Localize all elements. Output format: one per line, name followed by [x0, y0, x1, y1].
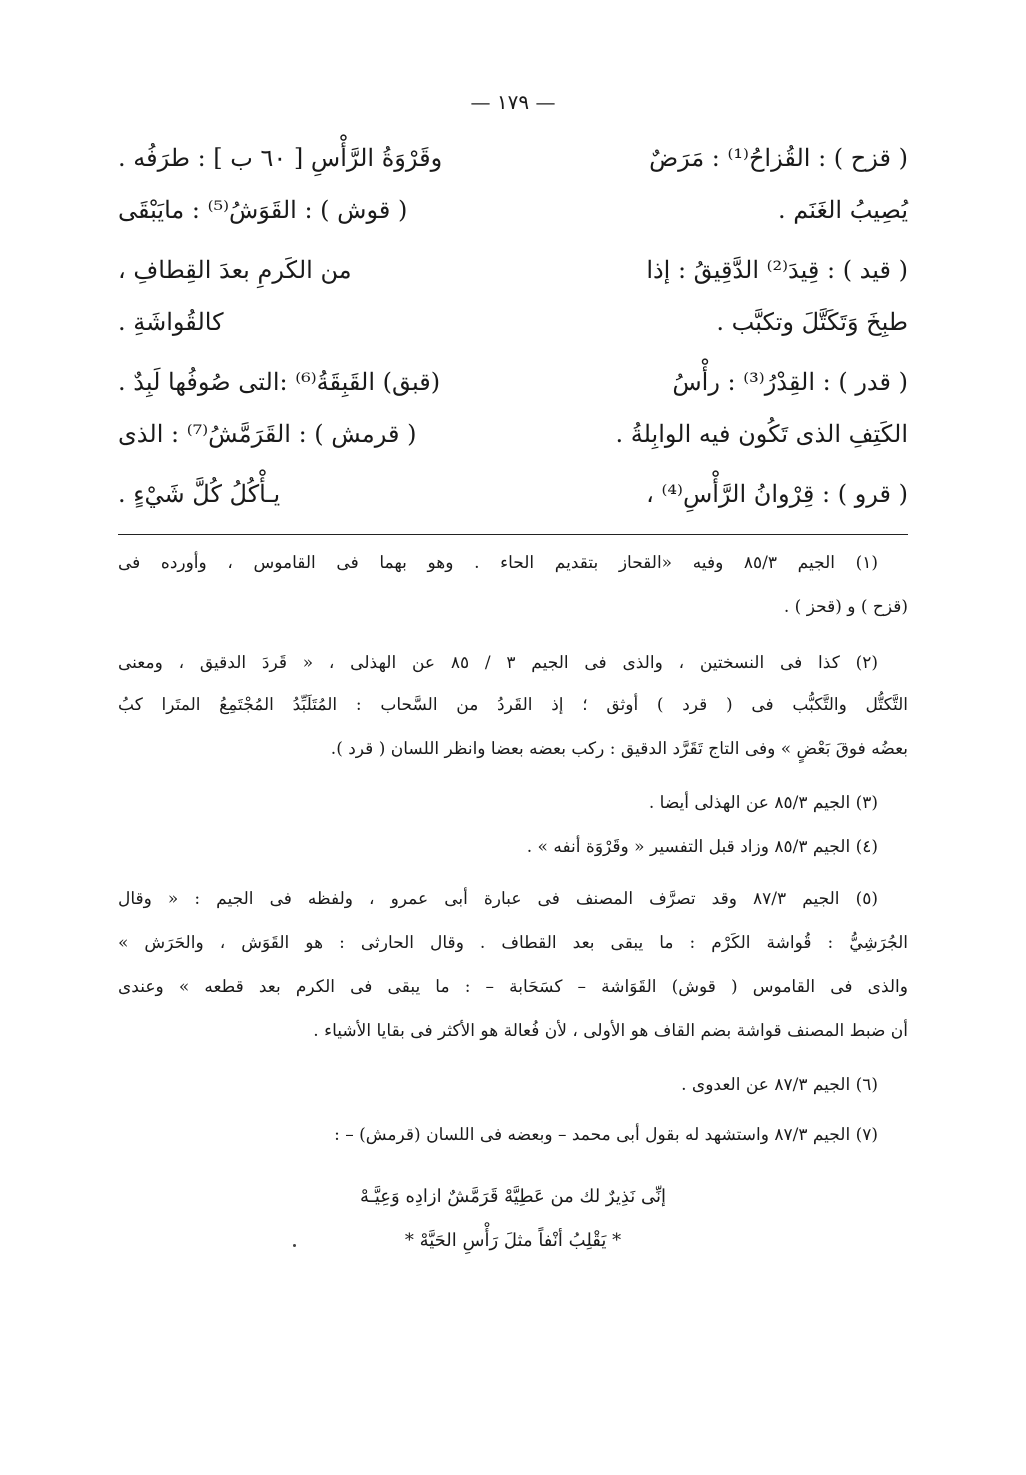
entry-line-2-right: يُصِيبُ الغَنَم .	[778, 196, 908, 224]
footnote-5-line-1: (٥) الجيم ٨٧/٣ وقد تصرَّف المصنف فى عبارة أبى عمرو ، ولفظه فى الجيم : « وقال	[118, 889, 878, 909]
entry-line-1-right: ( قزح ) : القُزاحُ⁽¹⁾ : مَرَضٌ	[649, 144, 908, 172]
entry-line-2	[118, 190, 908, 230]
stray-mark	[293, 1244, 296, 1247]
page-number: — ١٧٩ —	[470, 90, 556, 114]
footnote-1-line-1: (١) الجيم ٨٥/٣ وفيه «القحاز بتقديم الحاء . وهو بهما فى القاموس ، وأورده فى	[118, 553, 878, 573]
entry-line-1	[118, 138, 908, 178]
entry-line-6	[118, 414, 908, 454]
entry-line-5-left: (قبق) القَبِقَةُ⁽⁶⁾ :التى صُوفُها لَبِدٌ .	[118, 368, 441, 396]
footnote-6: (٦) الجيم ٨٧/٣ عن العدوى .	[681, 1075, 878, 1095]
footnote-5-line-2: الجُرَشِيُّ : قُواشة الكَرْم : ما يبقى بعد القطاف . وقال الحارثى : هو القَوَش ، والحَرَش »	[118, 933, 908, 953]
entry-line-5	[118, 362, 908, 402]
entry-line-1-left: وقَرْوَةُ الرَّأْسِ [ ٦٠ ب ] : طرَفُه .	[118, 144, 443, 172]
verse-line-2: * يَقْلِبُ أنْفاً مثلَ رَأْسِ الحَيَّهْ *	[404, 1230, 622, 1251]
entry-line-7	[118, 474, 908, 514]
footnote-1-line-2: (قزح ) و (قحز ) .	[783, 597, 908, 617]
entry-line-6-left: ( قرمش ) : القَرَمَّشُ⁽⁷⁾ : الذى	[118, 420, 417, 448]
footnote-2-line-2: التَّكتُّل والتَّكبُّب فى ( قرد ) أوثق ؛ إذ القَردُ من السَّحاب : المُتَلَبِّدُ المُجْتَمِعُ المتَرا كبُ	[118, 695, 908, 715]
footnote-5-line-4: أن ضبط المصنف قواشة بضم القاف هو الأولى ، لأن فُعالة هو الأكثر فى بقايا الأشياء .	[313, 1021, 908, 1041]
verse-line-1: إنِّى نَذِيرٌ لك من عَطِيَّهْ قَرَمَّشٌ ازادِه وَعِيَّـهْ	[359, 1186, 667, 1207]
entry-line-7-left: يـأْكُلُ كُلَّ شَيْءٍ .	[118, 480, 281, 508]
entry-line-5-right: ( قدر ) : القِدْرُ⁽³⁾ : رأْسُ	[672, 368, 908, 396]
entry-line-3	[118, 250, 908, 290]
entry-line-4	[118, 302, 908, 342]
footnote-7: (٧) الجيم ٨٧/٣ واستشهد له بقول أبى محمد – وبعضه فى اللسان (قرمش) – :	[334, 1125, 878, 1145]
entry-line-6-right: الكَتِفِ الذى تَكُون فيه الوابِلةُ .	[615, 420, 908, 448]
entry-line-4-left: كالقُواشَةِ .	[118, 308, 224, 336]
entry-line-7-right: ( قرو ) : قِرْوانُ الرَّأْسِ⁽⁴⁾ ،	[646, 480, 908, 508]
entry-line-3-left: من الكَرمِ بعدَ القِطافِ ،	[118, 256, 352, 284]
footnote-3: (٣) الجيم ٨٥/٣ عن الهذلى أيضا .	[648, 793, 878, 813]
footnote-4: (٤) الجيم ٨٥/٣ وزاد قبل التفسير « وقَرْوَة أنفه » .	[526, 837, 878, 857]
footnote-2-line-1: (٢) كذا فى النسختين ، والذى فى الجيم ٣ / ٨٥ عن الهذلى ، « قَردَ الدقيق ، ومعنى	[118, 653, 878, 673]
footnote-5-line-3: والذى فى القاموس ( قوش) القَوَاشة – كسَحَابة – : ما يبقى فى الكرم بعد قطعه » وعندى	[118, 977, 908, 997]
entry-line-3-right: ( قيد ) : قِيدَ⁽²⁾ الدَّقِيقُ : إذا	[646, 256, 908, 284]
entry-line-2-left: ( قوش ) : القَوَشُ⁽⁵⁾ : مايَبْقَى	[118, 196, 408, 224]
footnote-2-line-3: بعضُه فوقَ بَعْضٍ » وفى التاج تَقَرَّد الدقيق : ركب بعضه بعضا وانظر اللسان ( قرد ).	[330, 739, 908, 759]
entry-line-4-right: طبِخَ وَتَكَتَّلَ وتكبَّب .	[716, 308, 908, 336]
footnote-divider	[118, 534, 908, 535]
